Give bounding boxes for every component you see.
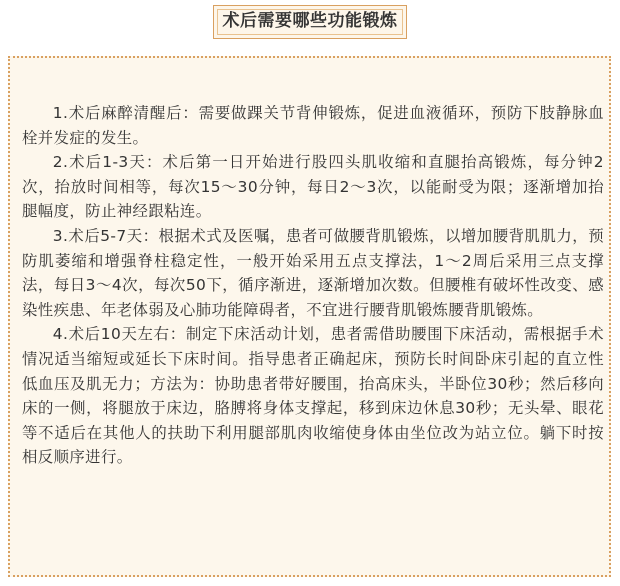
- paragraph-4: 4.术后10天左右：制定下床活动计划，患者需借助腰围下床活动，需根据手术情况适当缩短或延长下床时间。指导患者正确起床，预防长时间卧床引起的直立性低血压及肌无力；方法为：协助患者带好腰围，抬高床头，半卧位30秒；然后移向床的一侧，将腿放于床边，胳膊将身体支撑起，移到床边休息30秒；无头晕、眼花等不适后在其他人的扶助下利用腿部肌肉收缩使身体由坐位改为站立位。躺下时按相反顺序进行。: [22, 325, 604, 467]
- article-body: [22, 101, 604, 470]
- paragraph-3: 3.术后5-7天：根据术式及医嘱，患者可做腰背肌锻炼，以增加腰背肌肌力，预防肌萎缩和增强脊柱稳定性，一般开始采用五点支撑法，1～2周后采用三点支撑法，每日3～4次，每次50下，循序渐进，逐渐增加次数。但腰椎有破坏性改变、感染性疾患、年老体弱及心肺功能障碍者，不宜进行腰背肌锻炼腰背肌锻炼。: [22, 226, 604, 319]
- paragraph-2: 2.术后1-3天：术后第一日开始进行股四头肌收缩和直腿抬高锻炼，每分钟2次，抬放时间相等，每次15～30分钟，每日2～3次，以能耐受为限；逐渐增加抬腿幅度，防止神经跟粘连。: [22, 153, 604, 221]
- content-panel: [8, 56, 611, 577]
- title-header: [0, 0, 620, 44]
- paragraph-1: 1.术后麻醉清醒后：需要做踝关节背伸锻炼，促进血液循环，预防下肢静脉血栓并发症的发生。: [22, 104, 604, 147]
- page-title: 术后需要哪些功能锻炼: [213, 5, 407, 39]
